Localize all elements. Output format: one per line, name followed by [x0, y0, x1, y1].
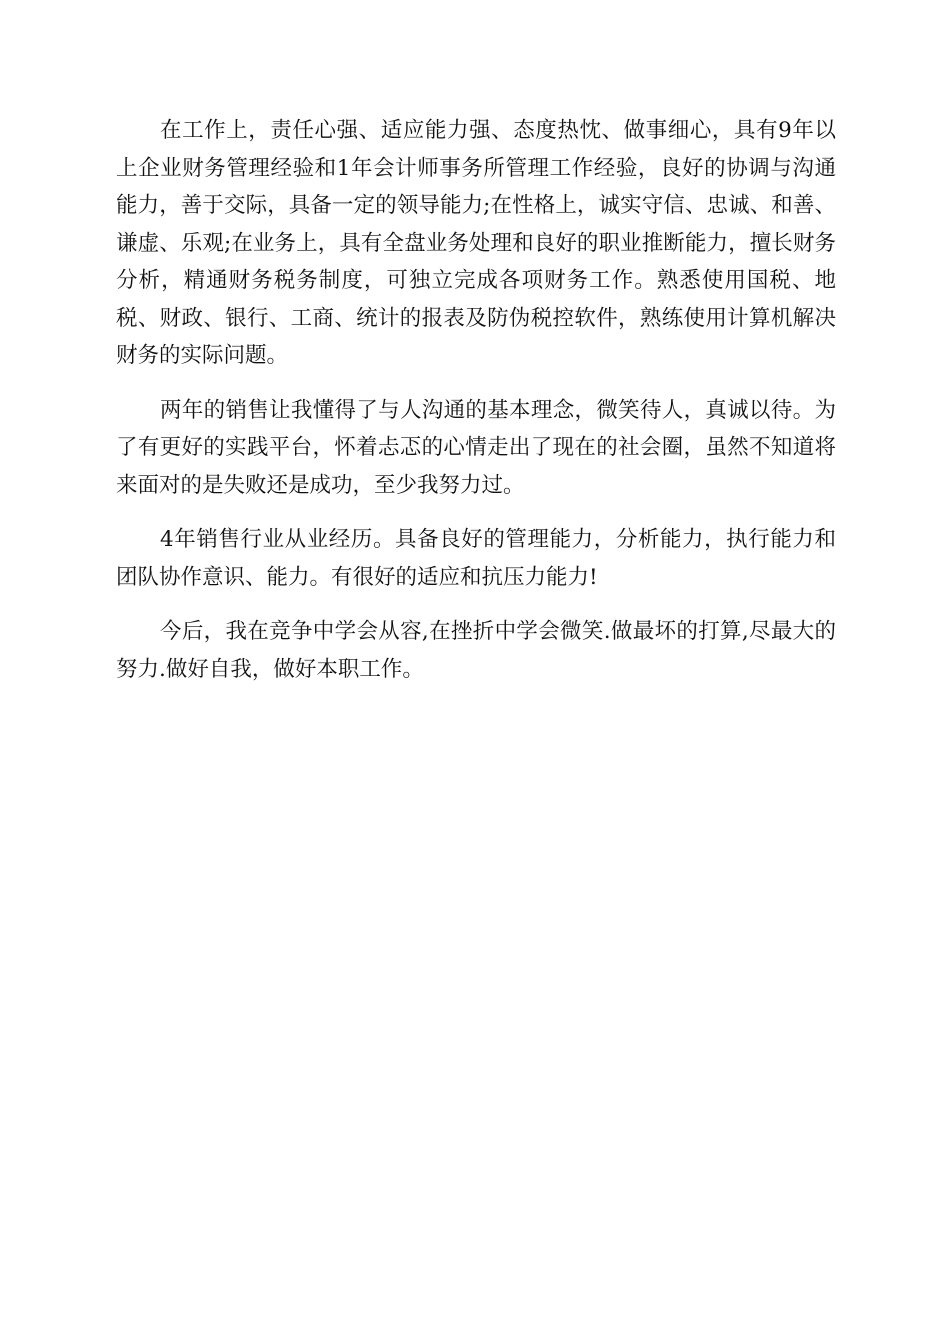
paragraph-sales-experience: 4年销售行业从业经历。具备良好的管理能力，分析能力，执行能力和团队协作意识、能力。有很好的适应和抗压力能力!: [116, 527, 836, 590]
document-body: [116, 112, 836, 688]
paragraph-sales-insight: 两年的销售让我懂得了与人沟通的基本理念，微笑待人，真诚以待。为了有更好的实践平台，怀着忐忑的心情走出了现在的社会圈，虽然不知道将来面对的是失败还是成功，至少我努力过。: [116, 397, 836, 498]
paragraph-future-attitude: 今后，我在竞争中学会从容,在挫折中学会微笑.做最坏的打算,尽最大的努力.做好自我，做好本职工作。: [116, 619, 836, 682]
paragraph-work-experience: 在工作上，责任心强、适应能力强、态度热忱、做事细心，具有9年以上企业财务管理经验和1年会计师事务所管理工作经验，良好的协调与沟通能力，善于交际，具备一定的领导能力;在性格上，诚实守信、忠诚、和善、谦虚、乐观;在业务上，具有全盘业务处理和良好的职业推断能力，擅长财务分析，精通财务税务制度，可独立完成各项财务工作。熟悉使用国税、地税、财政、银行、工商、统计的报表及防伪税控软件，熟练使用计算机解决财务的实际问题。: [116, 118, 836, 368]
